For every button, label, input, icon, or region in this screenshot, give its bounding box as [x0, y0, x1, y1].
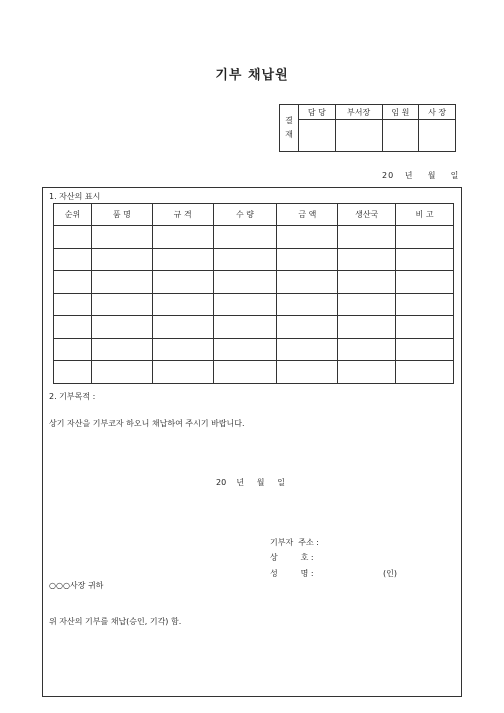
table-cell[interactable]: [54, 248, 92, 271]
recipient: ○○○사장 귀하: [49, 581, 104, 590]
approval-sign-cell[interactable]: [382, 120, 419, 152]
date-top: 20 년 월 일: [382, 171, 460, 180]
table-row: [54, 316, 454, 339]
table-cell[interactable]: [152, 361, 213, 384]
approval-table: [279, 104, 456, 152]
page-title: 기부 채납원: [215, 68, 289, 83]
approval-sign-cell[interactable]: [419, 120, 456, 152]
table-cell[interactable]: [277, 293, 338, 316]
col-item-name: 품 명: [91, 204, 152, 226]
table-row: [54, 248, 454, 271]
col-origin: 생산국: [338, 204, 396, 226]
table-cell[interactable]: [54, 361, 92, 384]
table-cell[interactable]: [91, 293, 152, 316]
approval-header-dept-head: 부서장: [335, 105, 382, 120]
approval-side-label: 결 재: [280, 105, 299, 152]
table-row: [54, 226, 454, 249]
approval-sign-cell[interactable]: [335, 120, 382, 152]
table-cell[interactable]: [213, 338, 277, 361]
col-amount: 금 액: [277, 204, 338, 226]
table-cell[interactable]: [54, 293, 92, 316]
col-rank: 순위: [54, 204, 92, 226]
table-cell[interactable]: [152, 271, 213, 294]
table-cell[interactable]: [338, 248, 396, 271]
table-cell[interactable]: [396, 293, 454, 316]
table-cell[interactable]: [396, 226, 454, 249]
date-middle: 20 년 월 일: [216, 478, 285, 487]
table-cell[interactable]: [338, 226, 396, 249]
table-cell[interactable]: [396, 271, 454, 294]
seal-mark: (인): [383, 569, 397, 578]
donor-name-label: 성 명 :: [270, 569, 314, 578]
table-cell[interactable]: [338, 338, 396, 361]
donor-company-label: 상 호 :: [270, 553, 314, 562]
table-row: [54, 271, 454, 294]
table-cell[interactable]: [338, 293, 396, 316]
table-cell[interactable]: [91, 248, 152, 271]
table-cell[interactable]: [152, 226, 213, 249]
approval-sign-cell[interactable]: [299, 120, 336, 152]
table-cell[interactable]: [91, 316, 152, 339]
approval-header-staff: 담 당: [299, 105, 336, 120]
table-cell[interactable]: [277, 271, 338, 294]
asset-table: [53, 203, 454, 384]
section2-label: 2. 기부목적 :: [49, 392, 96, 401]
table-cell[interactable]: [277, 226, 338, 249]
approval-header-executive: 임 원: [382, 105, 419, 120]
table-row: [54, 338, 454, 361]
approval-header-president: 사 장: [419, 105, 456, 120]
table-cell[interactable]: [152, 316, 213, 339]
final-note: 위 자산의 기부를 채납(승인, 기각) 함.: [49, 617, 182, 626]
col-remarks: 비 고: [396, 204, 454, 226]
table-cell[interactable]: [91, 338, 152, 361]
table-cell[interactable]: [277, 338, 338, 361]
section1-label: 1. 자산의 표시: [49, 192, 101, 201]
table-cell[interactable]: [213, 361, 277, 384]
table-cell[interactable]: [277, 361, 338, 384]
table-cell[interactable]: [338, 316, 396, 339]
table-cell[interactable]: [152, 293, 213, 316]
table-cell[interactable]: [54, 271, 92, 294]
request-text: 상기 자산을 기부코자 하오니 채납하여 주시기 바랍니다.: [49, 419, 245, 428]
table-cell[interactable]: [54, 226, 92, 249]
table-cell[interactable]: [277, 248, 338, 271]
table-cell[interactable]: [213, 248, 277, 271]
table-cell[interactable]: [213, 316, 277, 339]
table-cell[interactable]: [213, 271, 277, 294]
table-cell[interactable]: [152, 338, 213, 361]
table-cell[interactable]: [54, 316, 92, 339]
table-cell[interactable]: [396, 361, 454, 384]
table-cell[interactable]: [277, 316, 338, 339]
table-cell[interactable]: [152, 248, 213, 271]
table-cell[interactable]: [396, 338, 454, 361]
table-row: [54, 293, 454, 316]
table-cell[interactable]: [213, 226, 277, 249]
col-spec: 규 격: [152, 204, 213, 226]
table-cell[interactable]: [338, 271, 396, 294]
table-cell[interactable]: [213, 293, 277, 316]
table-cell[interactable]: [396, 248, 454, 271]
table-cell[interactable]: [91, 361, 152, 384]
table-cell[interactable]: [54, 338, 92, 361]
col-quantity: 수 량: [213, 204, 277, 226]
table-cell[interactable]: [91, 226, 152, 249]
donor-address-label: 기부자 주소 :: [270, 538, 319, 547]
table-cell[interactable]: [338, 361, 396, 384]
table-row: [54, 361, 454, 384]
table-cell[interactable]: [91, 271, 152, 294]
table-cell[interactable]: [396, 316, 454, 339]
